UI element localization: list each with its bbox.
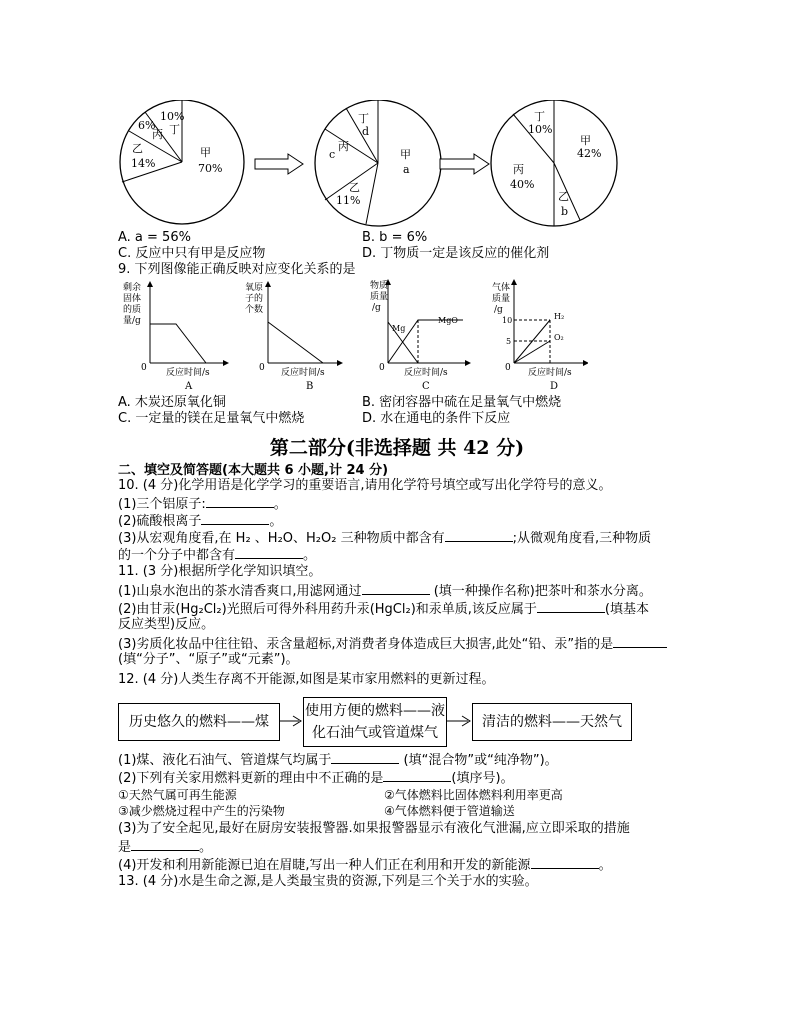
q10-part1-end: 。 xyxy=(273,497,287,512)
pie-charts-figure xyxy=(118,100,678,232)
fuel-box-lpg-line2: 化石油气或管道煤气 xyxy=(312,725,438,741)
graph-b-letter: B xyxy=(306,381,314,392)
q9-stem: 9. 下列图像能正确反映对应变化关系的是 xyxy=(118,262,356,277)
arrow-2 xyxy=(440,154,489,174)
graph-c-ylabel-1: 物质 xyxy=(370,281,389,291)
flow-arrow-1 xyxy=(279,713,303,729)
fuel-box-lpg-line1: 使用方便的燃料——液 xyxy=(305,703,445,719)
graph-a xyxy=(123,281,226,392)
pie3-jia-pct: 42% xyxy=(577,147,602,160)
graph-d-origin: 0 xyxy=(505,363,511,373)
pie2-yi-pct: 11% xyxy=(336,194,361,207)
flow-arrow-2 xyxy=(446,713,472,729)
fuel-box-natural-gas-text: 清洁的燃料——天然气 xyxy=(482,714,622,730)
q10-part3 xyxy=(118,529,651,547)
pie1-bing-label: 丙 xyxy=(152,128,163,141)
graph-a-letter: A xyxy=(185,381,193,392)
q8-option-d: D. 丁物质一定是该反应的催化剂 xyxy=(362,246,550,261)
q12-option-2: ②气体燃料比固体燃料利用率更高 xyxy=(384,788,563,802)
graph-c-letter: C xyxy=(422,381,430,392)
pie1-jia-label: 甲 xyxy=(200,146,211,159)
q12-stem: 12. (4 分)人类生存离不开能源,如图是某市家用燃料的更新过程。 xyxy=(118,672,495,687)
q9-option-d: D. 水在通电的条件下反应 xyxy=(362,411,511,426)
q9-option-c: C. 一定量的镁在足量氧气中燃烧 xyxy=(118,411,305,426)
pie1-bing-pct: 6% xyxy=(138,119,156,132)
q8-option-a: A. a = 56% xyxy=(118,230,191,245)
graph-a-ylabel-1: 剩余 xyxy=(123,283,142,293)
q10-part2-blank[interactable] xyxy=(201,512,269,525)
q10-part3-text-b: ;从微观角度看,三种物质 xyxy=(512,531,652,546)
graph-a-origin: 0 xyxy=(141,363,147,373)
q12-part1-blank[interactable] xyxy=(331,751,399,764)
q12-part2-text-b: (填序号)。 xyxy=(451,771,514,786)
pie2-bing-val: c xyxy=(329,148,336,161)
pie1-yi-label: 乙 xyxy=(132,142,143,155)
pie1-yi-pct: 14% xyxy=(131,157,156,170)
pie3-ding-label: 丁 xyxy=(534,110,545,123)
q10-part2-end: 。 xyxy=(269,514,283,529)
graph-c-mg-label: Mg xyxy=(392,324,406,333)
graph-d-tick-10: 10 xyxy=(502,316,513,325)
q12-part3-text-b: 是 xyxy=(118,840,132,855)
q12-option-4: ④气体燃料便于管道输送 xyxy=(384,804,515,818)
q10-part3-blank-1[interactable] xyxy=(445,529,513,542)
part2-title: 第二部分(非选择题 共 42 分) xyxy=(269,437,525,459)
q11-stem: 11. (3 分)根据所学化学知识填空。 xyxy=(118,564,322,579)
graph-a-ylabel-3: 的质 xyxy=(123,305,142,315)
pie1-jia-pct: 70% xyxy=(198,162,223,175)
graph-c-ylabel-2: 质量 xyxy=(370,292,389,302)
graph-c-origin: 0 xyxy=(379,363,385,373)
arrow-1 xyxy=(255,154,303,174)
q12-part1-text-a: (1)煤、液化石油气、管道煤气均属于 xyxy=(118,753,332,768)
q11-part1-blank[interactable] xyxy=(362,582,430,595)
q10-part2-text: (2)硫酸根离子 xyxy=(118,514,202,529)
q10-part3-text-a: (3)从宏观角度看,在 H₂ 、H₂O、H₂O₂ 三种物质中都含有 xyxy=(118,531,445,546)
graph-d-ylabel-1: 气体 xyxy=(492,283,511,293)
q12-option-1: ①天然气属可再生能源 xyxy=(118,788,237,802)
pie2-ding-val: d xyxy=(362,125,370,138)
q12-part2-blank[interactable] xyxy=(383,769,451,782)
q12-part1 xyxy=(118,751,558,769)
q9-option-a: A. 木炭还原氧化铜 xyxy=(118,395,226,410)
q11-part2-cont: 反应类型)反应。 xyxy=(118,617,215,632)
q11-part3-text-a: (3)劣质化妆品中往往铅、汞含量超标,对消费者身体造成巨大损害,此处“铅、汞”指的是 xyxy=(118,637,614,652)
section2-heading: 二、填空及简答题(本大题共 6 小题,计 24 分) xyxy=(118,463,389,478)
pie-chart-1 xyxy=(120,100,244,224)
graph-c-mgo-label: MgO xyxy=(438,316,458,325)
graph-d-ylabel-2: 质量 xyxy=(492,294,511,304)
graph-d-tick-5: 5 xyxy=(506,337,512,346)
fuel-box-coal-text: 历史悠久的燃料——煤 xyxy=(129,714,269,730)
q8-option-c: C. 反应中只有甲是反应物 xyxy=(118,246,266,261)
graph-d-ylabel-3: /g xyxy=(494,305,503,315)
q10-part3-blank-2[interactable] xyxy=(235,546,303,559)
q11-part3-cont: (填“分子”、“原子”或“元素”)。 xyxy=(118,652,299,667)
fuel-box-coal xyxy=(118,703,280,741)
pie1-ding-label: 丁 xyxy=(169,123,180,136)
q11-part3 xyxy=(118,635,667,653)
pie-chart-3 xyxy=(491,100,617,226)
q12-part4 xyxy=(118,856,612,874)
q11-part3-blank[interactable] xyxy=(613,635,667,648)
q9-option-b: B. 密闭容器中硫在足量氧气中燃烧 xyxy=(362,395,562,410)
graph-d xyxy=(492,281,586,392)
pie3-bing-pct: 40% xyxy=(510,178,535,191)
q12-part3-cont xyxy=(118,838,212,856)
q9-graphs-figure xyxy=(118,278,588,393)
graph-a-ylabel-2: 固体 xyxy=(123,294,142,304)
pie2-bing-label: 丙 xyxy=(338,140,349,153)
graph-b-ylabel-1: 氧原 xyxy=(245,283,264,293)
q10-part3-cont xyxy=(118,546,316,564)
graph-b-ylabel-3: 个数 xyxy=(245,305,264,315)
graph-b-xlabel: 反应时间/s xyxy=(281,368,325,378)
graph-b xyxy=(245,281,340,392)
q12-part4-text-a: (4)开发和利用新能源已迫在眉睫,写出一种人们正在利用和开发的新能源 xyxy=(118,858,531,873)
q11-part2-text-b: (填基本 xyxy=(604,602,649,617)
fuel-box-lpg xyxy=(303,697,447,747)
q10-part1-blank[interactable] xyxy=(206,495,274,508)
q11-part2-blank[interactable] xyxy=(537,600,605,613)
q12-part3: (3)为了安全起见,最好在厨房安装报警器.如果报警器显示有液化气泄漏,应立即采取的措施 xyxy=(118,821,630,836)
q10-part1 xyxy=(118,495,287,513)
graph-c xyxy=(370,279,468,392)
graph-d-letter: D xyxy=(550,381,559,392)
q10-part2 xyxy=(118,512,282,530)
graph-c-xlabel: 反应时间/s xyxy=(404,368,448,378)
pie-chart-2 xyxy=(315,100,441,226)
q12-option-3: ③减少燃烧过程中产生的污染物 xyxy=(118,804,285,818)
pie3-jia-label: 甲 xyxy=(580,134,591,147)
graph-c-ylabel-3: /g xyxy=(372,303,381,313)
q12-part4-blank[interactable] xyxy=(531,856,599,869)
q11-part2 xyxy=(118,600,649,618)
graph-a-xlabel: 反应时间/s xyxy=(166,368,210,378)
pie2-ding-label: 丁 xyxy=(358,112,369,125)
q11-part1-text-b: (填一种操作名称)把茶叶和茶水分离。 xyxy=(429,584,652,599)
q12-part3-blank[interactable] xyxy=(131,838,199,851)
pie1-ding-pct: 10% xyxy=(160,110,185,123)
pie3-yi-label: 乙 xyxy=(558,190,569,203)
pie3-yi-val: b xyxy=(561,205,569,218)
graph-d-h2-label: H₂ xyxy=(554,312,565,321)
pie3-ding-pct: 10% xyxy=(528,123,553,136)
graph-d-xlabel: 反应时间/s xyxy=(528,368,572,378)
pie2-yi-label: 乙 xyxy=(349,181,360,194)
q12-part3-end: 。 xyxy=(199,840,213,855)
q11-part1-text-a: (1)山泉水泡出的茶水清香爽口,用滤网通过 xyxy=(118,584,362,599)
q10-part1-text: (1)三个铝原子: xyxy=(118,497,206,512)
q11-part1 xyxy=(118,582,652,600)
pie2-jia-label: 甲 xyxy=(400,148,411,161)
q10-stem: 10. (4 分)化学用语是化学学习的重要语言,请用化学符号填空或写出化学符号的意义。 xyxy=(118,478,612,493)
pie3-bing-label: 丙 xyxy=(513,163,524,176)
graph-a-ylabel-4: 量/g xyxy=(123,316,141,326)
q10-part3-text-c: 的一个分子中都含有 xyxy=(118,548,236,563)
fuel-box-natural-gas xyxy=(472,703,632,741)
q13-stem: 13. (4 分)水是生命之源,是人类最宝贵的资源,下列是三个关于水的实验。 xyxy=(118,874,538,889)
graph-b-ylabel-2: 子的 xyxy=(245,294,264,304)
graph-d-o2-label: O₂ xyxy=(554,333,564,342)
graph-b-origin: 0 xyxy=(259,363,265,373)
q12-part2 xyxy=(118,769,514,787)
q12-part1-text-b: (填“混合物”或“纯净物”)。 xyxy=(399,753,558,768)
q10-part3-end: 。 xyxy=(303,548,317,563)
q8-option-b: B. b = 6% xyxy=(362,230,428,245)
q12-part2-text-a: (2)下列有关家用燃料更新的理由中不正确的是 xyxy=(118,771,384,786)
pie2-jia-val: a xyxy=(403,163,410,176)
q11-part2-text-a: (2)由甘汞(Hg₂Cl₂)光照后可得外科用药升汞(HgCl₂)和汞单质,该反应属于 xyxy=(118,602,537,617)
q12-part4-end: 。 xyxy=(598,858,612,873)
